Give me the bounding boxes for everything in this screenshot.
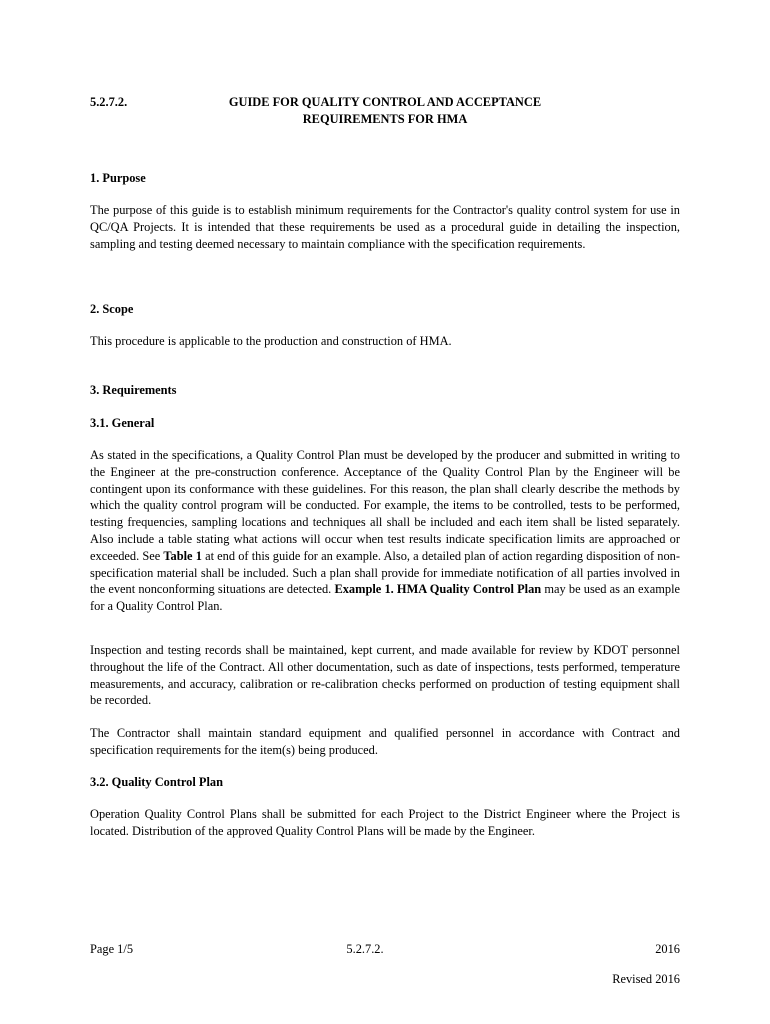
footer-section-number: 5.2.7.2. [346,942,384,956]
general-heading: 3.1. General [90,416,155,430]
general-paragraph-2: Inspection and testing records shall be maintained, kept current, and made available for review by KDOT personnel throughout the life of the Contract. All other documentation, such as date of inspections, tests performed, temperature measurements, and accuracy, calibration or re-calibration checks performed on production of testing equipment shall be recorded. [90,643,680,708]
footer-year: 2016 [655,942,680,956]
requirements-heading: 3. Requirements [90,383,177,397]
general-paragraph-1 [90,447,680,615]
section-number: 5.2.7.2. [90,95,128,109]
document-title [150,94,620,128]
title-line-1: GUIDE FOR QUALITY CONTROL AND ACCEPTANCE [228,95,542,109]
footer-revised: Revised 2016 [612,972,680,986]
purpose-heading: 1. Purpose [90,171,146,185]
scope-heading: 2. Scope [90,302,134,316]
purpose-text: The purpose of this guide is to establish minimum requirements for the Contractor's quality control system for use in QC/QA Projects. It is intended that these requirements be used as a procedural guide in detailing the inspection, sampling and testing deemed necessary to maintain compliance with the specification requirements. [90,203,680,251]
footer-page-number: Page 1/5 [90,942,134,956]
example-1-reference: Example 1. HMA Quality Control Plan [334,582,542,597]
general-paragraph-3: The Contractor shall maintain standard equipment and qualified personnel in accordance with Contract and specification requirements for the item(s) being produced. [90,726,680,757]
general-p1-text-a: As stated in the specifications, a Quality Control Plan must be developed by the producer and submitted in writing to the Engineer at the pre-construction conference. Acceptance of the Quality Control Plan by the Engineer will be contingent upon its conformance with these guidelines. For this reason, the plan shall clearly describe the methods by which the quality control program will be conducted. For example, the items to be controlled, tests to be performed, testing frequencies, sampling locations and techniques all shall be included and each item shall be listed separately. Also include a table stating what actions will occur when test results indicate specification limits are approached or exceeded. See [90,448,680,563]
scope-text: This procedure is applicable to the production and construction of HMA. [90,334,452,348]
qc-plan-heading: 3.2. Quality Control Plan [90,775,223,789]
general-p1-text-b: at end of this guide for an example. Also, a detailed plan of action regarding disposition of non-specification material shall be included. Such a plan shall provide for immediate notification of all parties involved in the event nonconforming situations are detected. [90,548,680,597]
table-1-reference: Table 1 [163,548,202,563]
qc-plan-text: Operation Quality Control Plans shall be submitted for each Project to the District Engineer where the Project is located. Distribution of the approved Quality Control Plans will be made by the Engineer. [90,807,680,838]
title-line-2: REQUIREMENTS FOR HMA [302,111,468,126]
general-p1-text-c: may be used as an example for a Quality Control Plan. [90,582,681,614]
